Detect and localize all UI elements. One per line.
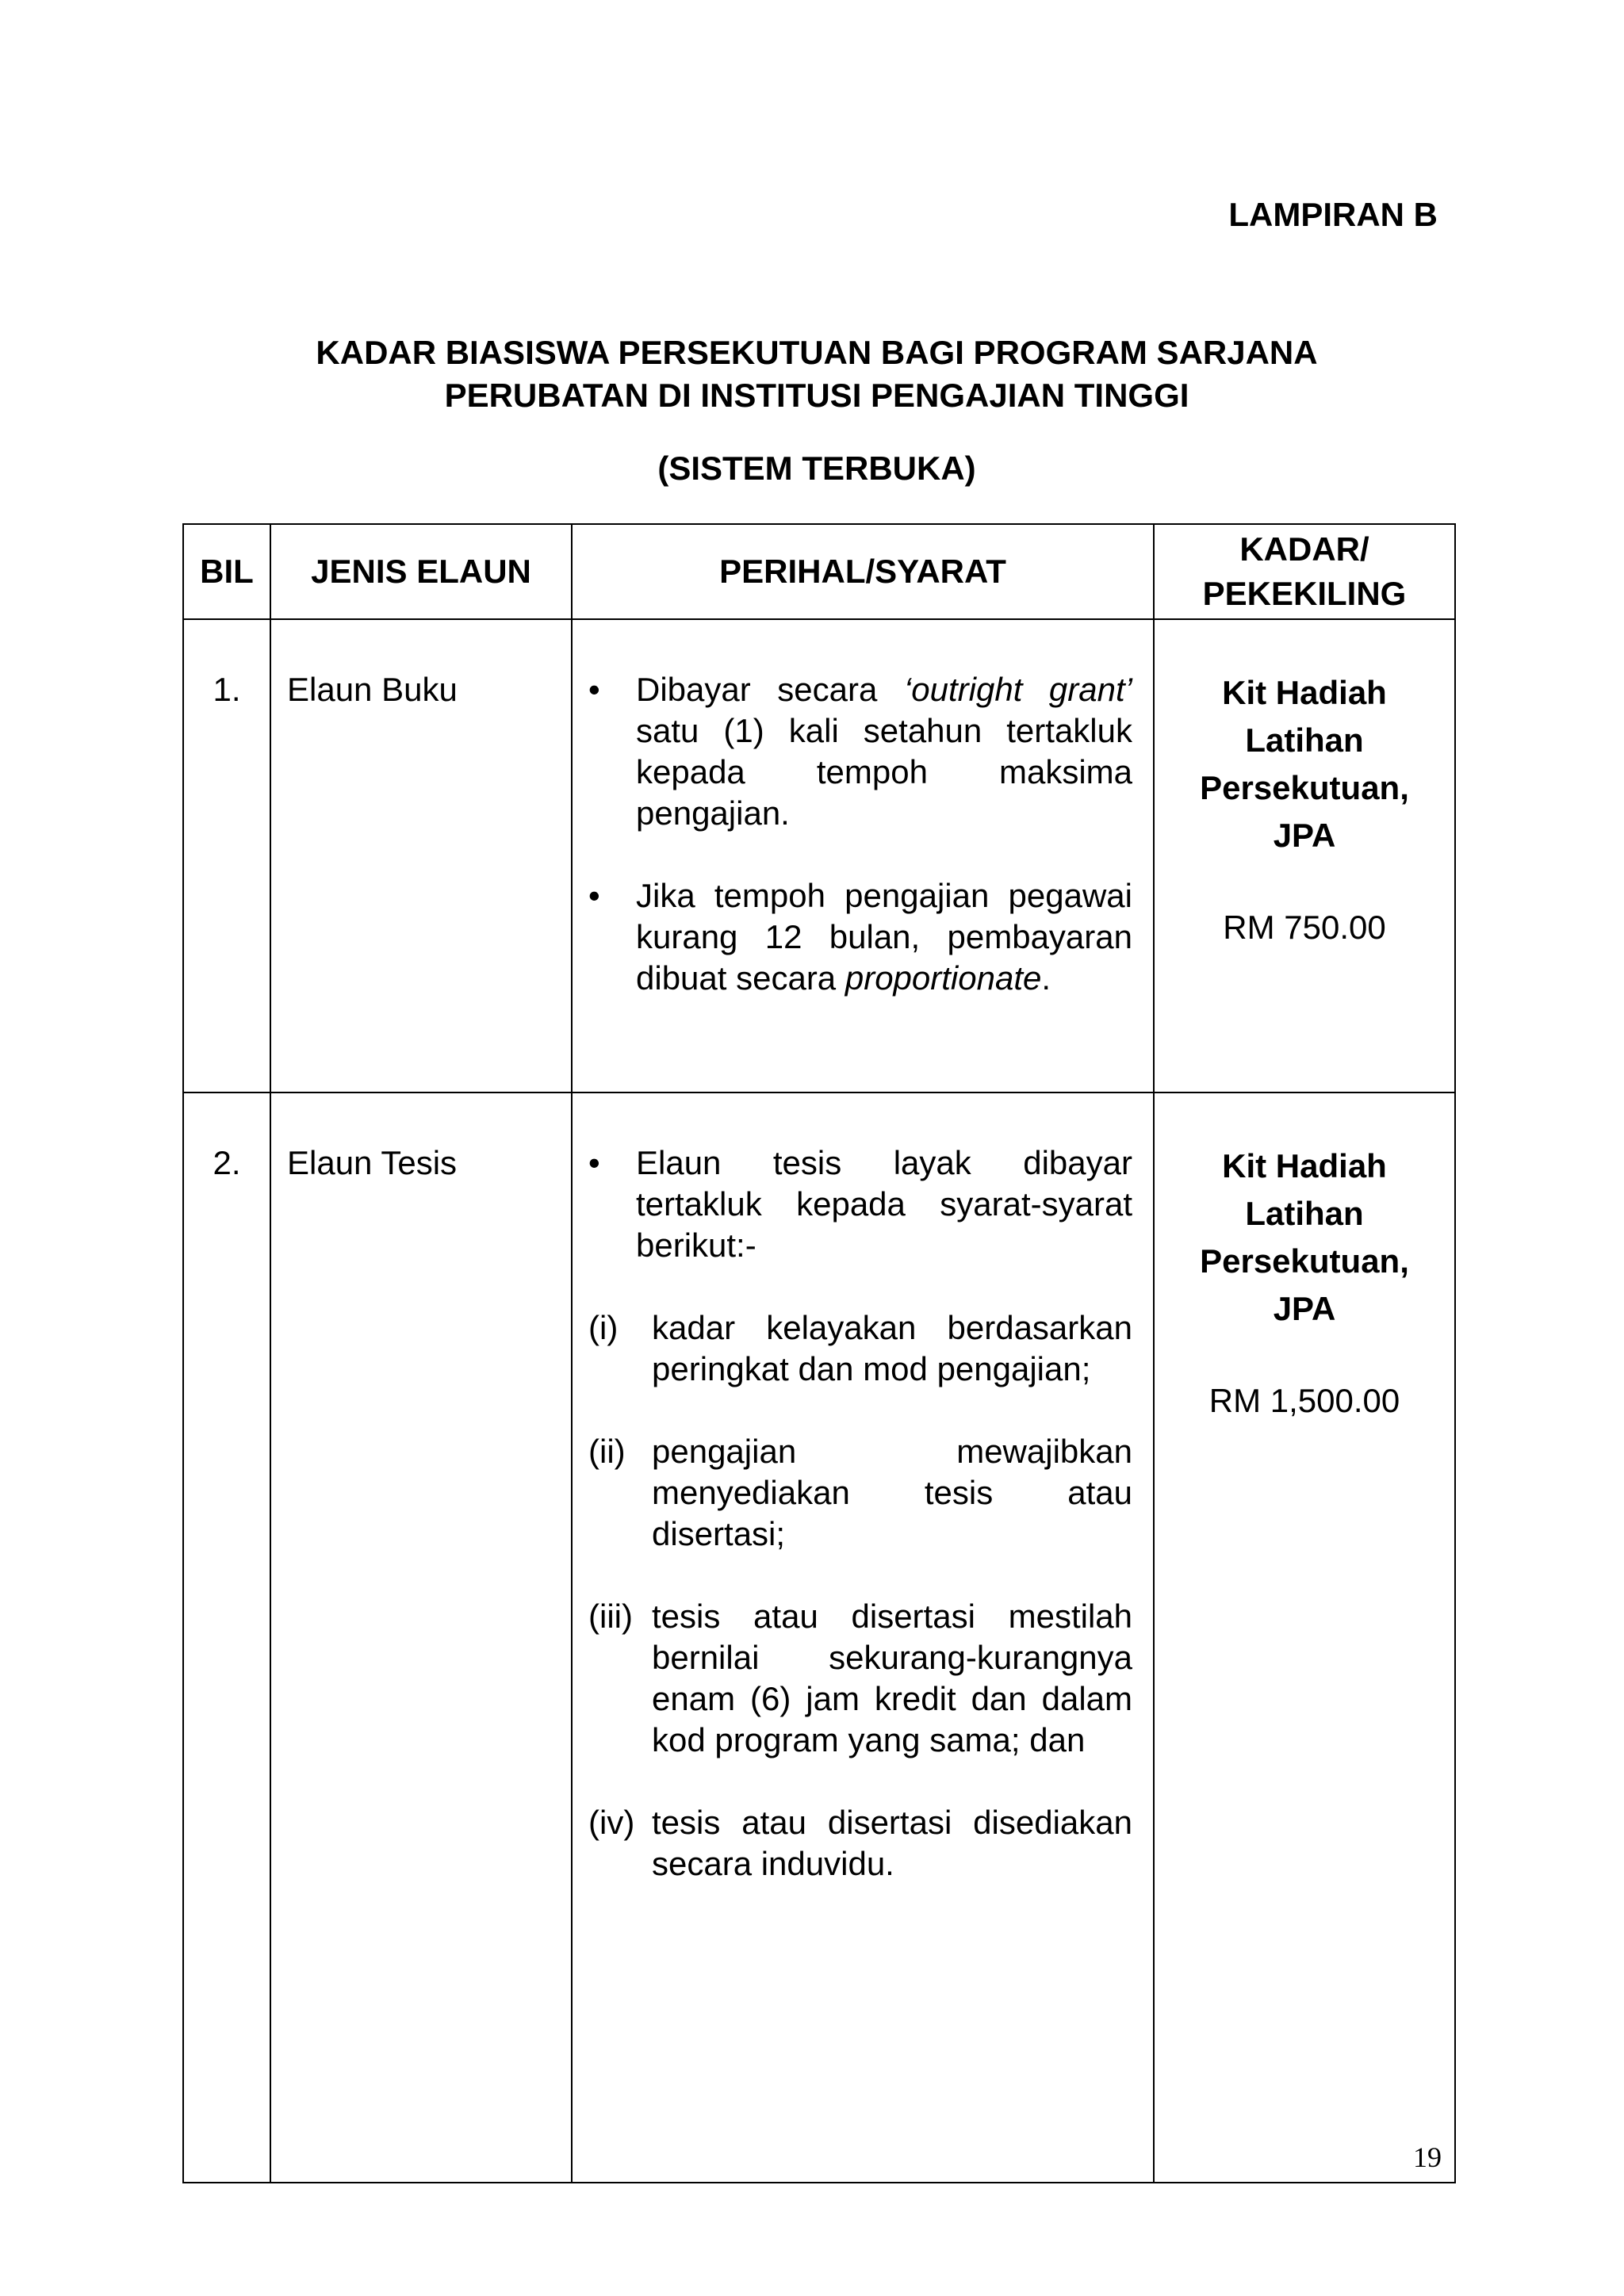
rate-amount: RM 750.00 — [1223, 909, 1386, 946]
allowance-conditions — [572, 1093, 1154, 2183]
title-line-1: KADAR BIASISWA PERSEKUTUAN BAGI PROGRAM SARJANA — [316, 334, 1318, 371]
header-perihal-syarat: PERIHAL/SYARAT — [572, 524, 1154, 619]
rate-source-line: Latihan — [1245, 1195, 1364, 1232]
row-number: 1. — [183, 619, 270, 1093]
allowance-table — [182, 523, 1456, 2183]
sub-condition-text: pengajian mewajibkan menyediakan tesis atau disertasi; — [652, 1433, 1132, 1552]
rate-source-line: Kit Hadiah — [1222, 1147, 1387, 1184]
sub-condition-number: (iv) — [588, 1804, 635, 1841]
italic-term: proportionate — [845, 959, 1042, 997]
header-kadar-line-1: KADAR/ — [1239, 530, 1369, 568]
allowance-type: Elaun Buku — [270, 619, 572, 1093]
bullet-icon: • — [588, 671, 600, 708]
sub-condition-number: (ii) — [588, 1433, 626, 1470]
header-kadar-line-2: PEKEKILING — [1202, 575, 1407, 612]
rate-source-line: Persekutuan, — [1200, 769, 1409, 806]
sub-condition-number: (iii) — [588, 1598, 633, 1635]
text-segment: Dibayar secara — [636, 671, 904, 708]
sub-condition-text: tesis atau disertasi mestilah bernilai sekurang-kurangnya enam (6) jam kredit dan dalam kod program yang sama; dan — [652, 1598, 1132, 1758]
rate-source-line: Latihan — [1245, 721, 1364, 759]
header-kadar-pekekiling — [1154, 524, 1455, 619]
rate-source-line: JPA — [1273, 1290, 1336, 1327]
rate-source-line: Persekutuan, — [1200, 1242, 1409, 1280]
bullet-text — [636, 875, 1132, 999]
table-row — [183, 619, 1455, 1093]
sub-condition — [588, 1307, 1132, 1390]
bullet-icon: • — [588, 1144, 600, 1181]
bullet-text — [636, 669, 1132, 834]
allowance-rate — [1154, 1093, 1455, 2183]
allowance-conditions — [572, 619, 1154, 1093]
table-header-row — [183, 524, 1455, 619]
document-subtitle: (SISTEM TERBUKA) — [657, 450, 976, 487]
bullet-text: Elaun tesis layak dibayar tertakluk kepada syarat-syarat berikut:- — [636, 1144, 1132, 1264]
title-line-2: PERUBATAN DI INSTITUSI PENGAJIAN TINGGI — [444, 377, 1189, 414]
rate-source-line: Kit Hadiah — [1222, 674, 1387, 711]
sub-condition — [588, 1431, 1132, 1555]
sub-condition-text: kadar kelayakan berdasarkan peringkat dan mod pengajian; — [652, 1309, 1132, 1387]
bullet-icon: • — [588, 877, 600, 914]
sub-condition-number: (i) — [588, 1309, 619, 1346]
appendix-label: LAMPIRAN B — [1228, 196, 1438, 233]
allowance-type: Elaun Tesis — [270, 1093, 572, 2183]
sub-condition-text: tesis atau disertasi disediakan secara induvidu. — [652, 1804, 1132, 1882]
text-segment: . — [1041, 959, 1051, 997]
header-bil: BIL — [183, 524, 270, 619]
text-segment: satu (1) kali setahun tertakluk kepada tempoh maksima pengajian. — [636, 712, 1132, 832]
row-number: 2. — [183, 1093, 270, 2183]
condition-bullet — [588, 875, 1132, 999]
rate-source — [1155, 1142, 1454, 1333]
rate-source — [1155, 669, 1454, 859]
condition-bullet — [588, 669, 1132, 834]
allowance-rate — [1154, 619, 1455, 1093]
rate-source-line: JPA — [1273, 817, 1336, 854]
table-row — [183, 1093, 1455, 2183]
sub-condition — [588, 1802, 1132, 1885]
sub-condition — [588, 1596, 1132, 1761]
text-segment: Jika tempoh pengajian pegawai kurang 12 bulan, pembayaran dibuat secara — [636, 877, 1132, 997]
condition-bullet — [588, 1142, 1132, 1266]
document-title — [182, 331, 1451, 417]
rate-amount: RM 1,500.00 — [1208, 1382, 1400, 1419]
page-number: 19 — [1413, 2141, 1442, 2173]
italic-term: ‘outright grant’ — [903, 671, 1132, 708]
header-jenis-elaun: JENIS ELAUN — [270, 524, 572, 619]
